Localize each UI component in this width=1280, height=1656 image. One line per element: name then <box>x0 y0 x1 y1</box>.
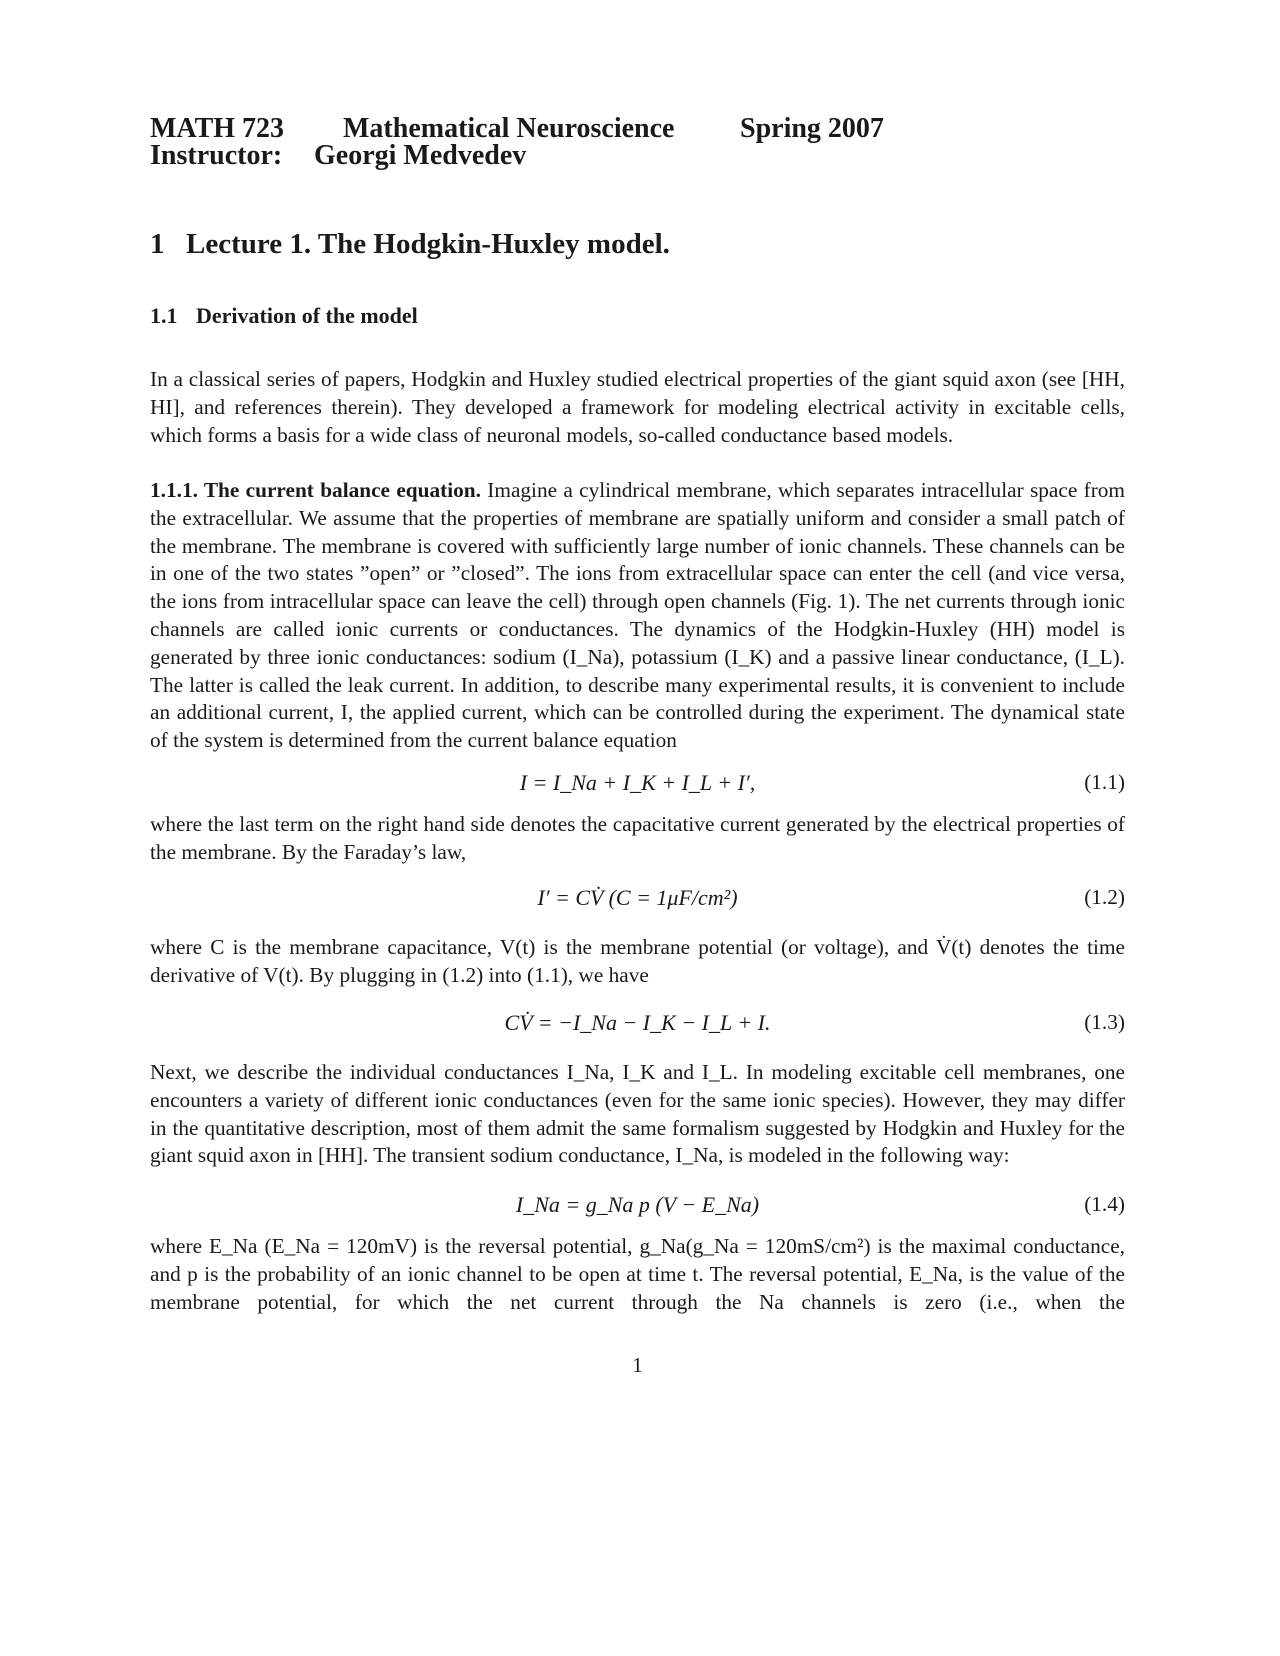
equation-math: CV̇ = −I_Na − I_K − I_L + I. <box>504 1010 771 1035</box>
equation-math: I = I_Na + I_K + I_L + I′, <box>519 770 756 795</box>
conductances-paragraph: Next, we describe the individual conductances I_Na, I_K and I_L. In modeling excitable cell membranes, one encounters a variety of different ionic conductances (even for the same ionic species). However, they may differ in the quantitative description, most of them admit the same formalism suggested by Hodgkin and Huxley for the giant squid axon in [HH]. The transient sodium conductance, I_Na, is modeled in the following way: <box>150 1060 1125 1168</box>
reversal-potential-paragraph: where E_Na (E_Na = 120mV) is the reversal potential, g_Na(g_Na = 120mS/cm²) is the maximal conductance, and p is the probability of an ionic channel to be open at time t. The reversal potential, E_Na, is the value of the membrane potential, for which the net current through the Na channels is zero (i.e., when the <box>150 1234 1125 1314</box>
capacitance-paragraph: where C is the membrane capacitance, V(t) is the membrane potential (or voltage), and V̇(t) denotes the time derivative of V(t). By plugging in (1.2) into (1.1), we have <box>150 935 1125 987</box>
equation-number: (1.1) <box>1084 770 1125 794</box>
current-balance-paragraph <box>150 477 1125 755</box>
section-number: 1 <box>150 228 165 260</box>
intro-paragraph: In a classical series of papers, Hodgkin and Huxley studied electrical properties of the giant squid axon (see [HH, HI], and references therein). They developed a framework for modeling electrical activity in excitable cells, which forms a basis for a wide class of neuronal models, so-called conductance based models. <box>150 367 1125 447</box>
equation-math: I_Na = g_Na p (V − E_Na) <box>515 1192 760 1217</box>
course-code: MATH 723 <box>150 113 285 144</box>
faraday-paragraph: where the last term on the right hand side denotes the capacitative current generated by the electrical properties of the membrane. By the Faraday’s law, <box>150 812 1125 864</box>
instructor-label: Instructor: <box>150 140 283 171</box>
equation-1-2 <box>150 885 1125 915</box>
equation-1-1 <box>150 770 1125 800</box>
equation-number: (1.3) <box>1084 1010 1125 1034</box>
subsection-number: 1.1 <box>150 303 178 328</box>
instructor-name: Georgi Medvedev <box>314 140 527 171</box>
paragraph-heading: 1.1.1. The current balance equation. <box>150 478 481 502</box>
equation-number: (1.4) <box>1084 1192 1125 1216</box>
equation-number: (1.2) <box>1084 885 1125 909</box>
equation-1-4 <box>150 1192 1125 1222</box>
subsection-title: Derivation of the model <box>196 303 418 328</box>
course-title: Mathematical Neuroscience <box>343 113 675 144</box>
section-title: Lecture 1. The Hodgkin-Huxley model. <box>186 228 670 260</box>
equation-math: I′ = CV̇ (C = 1μF/cm²) <box>537 885 738 910</box>
page-number: 1 <box>632 1353 643 1377</box>
equation-1-3 <box>150 1010 1125 1040</box>
course-term: Spring 2007 <box>740 113 884 144</box>
paragraph-body: Imagine a cylindrical membrane, which separates intracellular space from the extracellular. We assume that the properties of membrane are spatially uniform and consider a small patch of the membrane. The membrane is covered with sufficiently large number of ionic channels. These channels can be in one of the two states ”open” or ”closed”. The ions from extracellular space can enter the cell (and vice versa, the ions from intracellular space can leave the cell) through open channels (Fig. 1). The net currents through ionic channels are called ionic currents or conductances. The dynamics of the Hodgkin-Huxley (HH) model is generated by three ionic conductances: sodium (I_Na), potassium (I_K) and a passive linear conductance, (I_L). The latter is called the leak current. In addition, to describe many experimental results, it is convenient to include an additional current, I, the applied current, which can be controlled during the experiment. The dynamical state of the system is determined from the current balance equation <box>150 478 1125 753</box>
